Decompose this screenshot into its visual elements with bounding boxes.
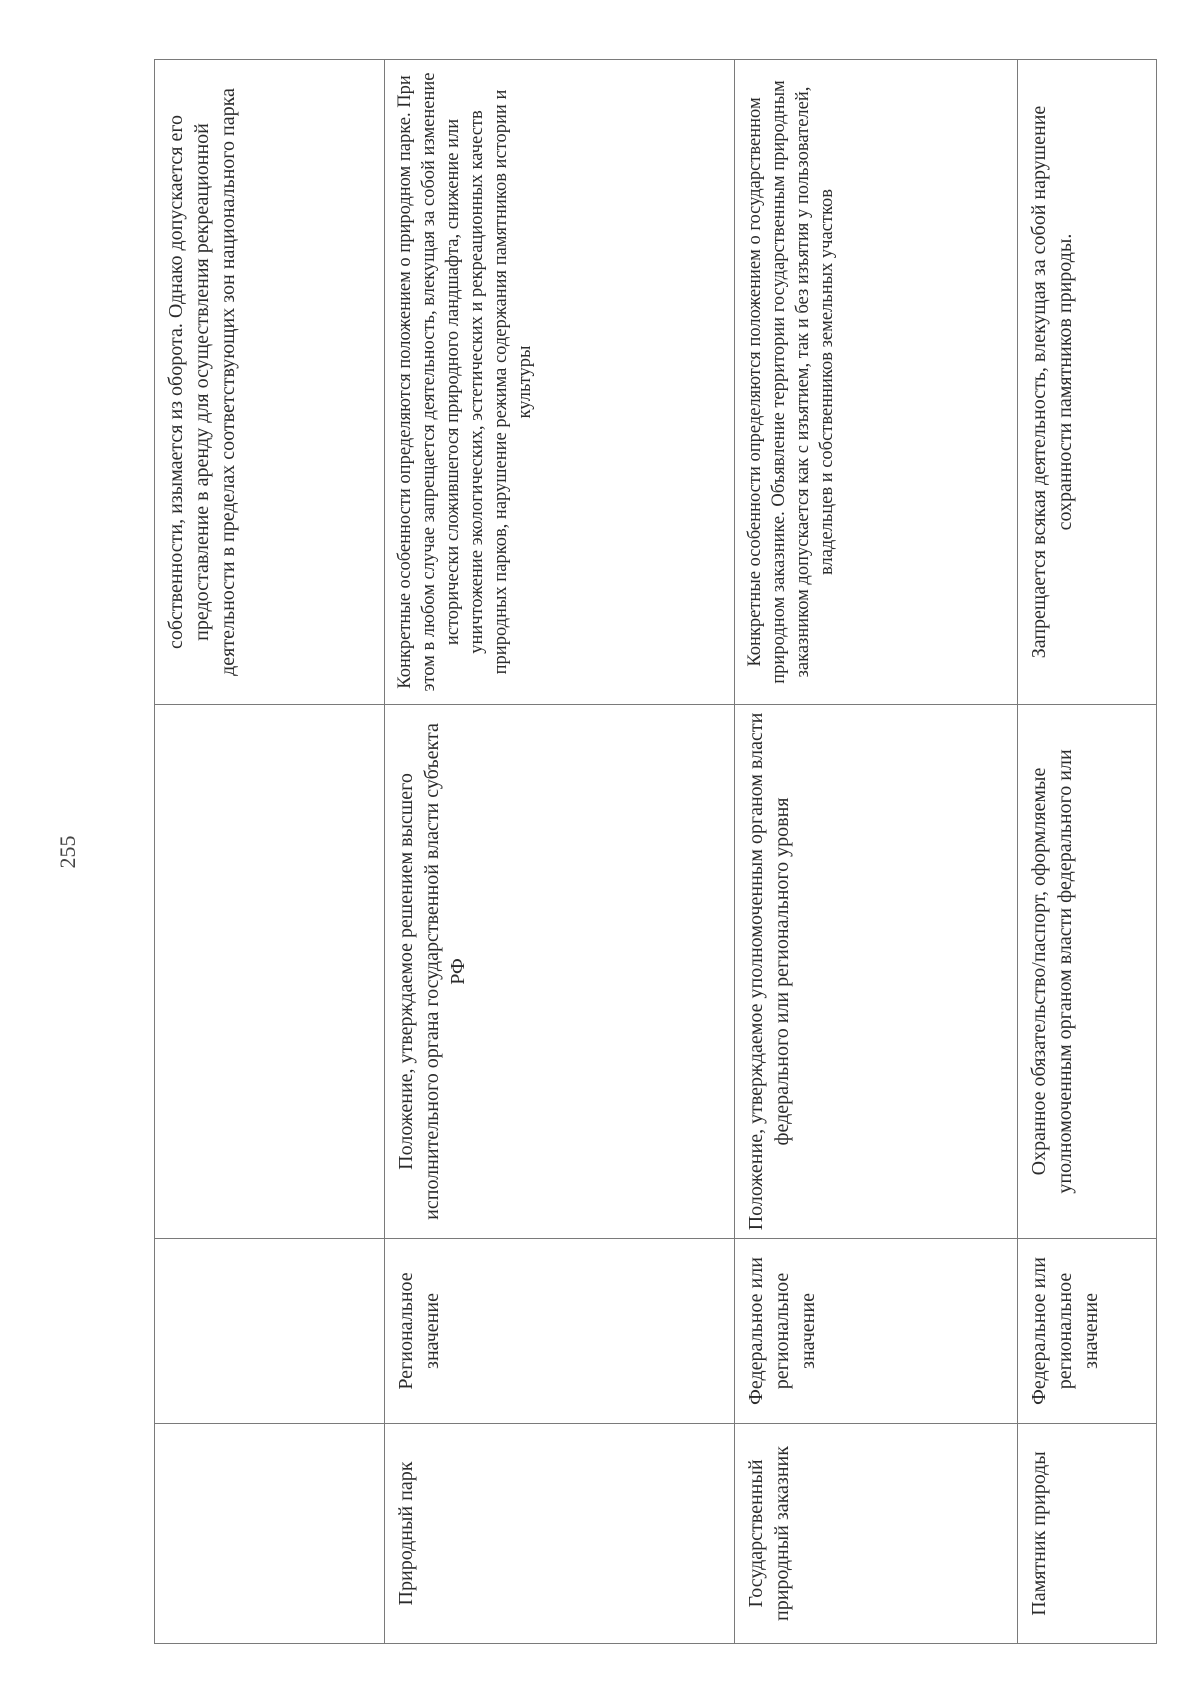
- cell-document: Положение, утверждаемое уполномоченным органом власти федерального или регионального уровня: [735, 705, 1018, 1239]
- cell-regime: Конкретные особенности определяются положением о государственном природном заказнике. Объявление территории государственным природным заказником допускается как с изъятием, так и без изъятия у пользователей, владельцев и собственников земельных участков: [735, 60, 1018, 705]
- cell-name: Государственный природный заказник: [735, 1424, 1018, 1644]
- cell-regime: Запрещается всякая деятельность, влекущая за собой нарушение сохранности памятников природы.: [1018, 60, 1157, 705]
- table-row-continuation: [155, 60, 385, 1644]
- table-row-nature-reserve: [735, 60, 1018, 1644]
- cell-document: [155, 705, 385, 1239]
- cell-significance: Федеральное или региональное значение: [735, 1239, 1018, 1424]
- cell-document: Охранное обязательство/паспорт, оформляемые уполномоченным органом власти федерального или: [1018, 705, 1157, 1239]
- table-row-natural-monument: [1018, 60, 1157, 1644]
- cell-regime: собственности, изымается из оборота. Однако допускается его предоставление в аренду для осуществления рекреационной деятельности в пределах соответствующих зон национального парка: [155, 60, 385, 705]
- cell-name: [155, 1424, 385, 1644]
- cell-name: Памятник природы: [1018, 1424, 1157, 1644]
- cell-significance: Региональное значение: [385, 1239, 735, 1424]
- protected-areas-table-wrapper: [154, 60, 1156, 1644]
- cell-document: Положение, утверждаемое решением высшего исполнительного органа государственной власти субъекта РФ: [385, 705, 735, 1239]
- protected-areas-table: [154, 59, 1157, 1644]
- table-row-nature-park: [385, 60, 735, 1644]
- page-number: 255: [55, 835, 80, 869]
- cell-name: Природный парк: [385, 1424, 735, 1644]
- cell-significance: [155, 1239, 385, 1424]
- cell-significance: Федеральное или региональное значение: [1018, 1239, 1157, 1424]
- cell-regime: Конкретные особенности определяются положением о природном парке. При этом в любом случае запрещается деятельность, влекущая за собой изменение исторически сложившегося природного ландшафта, снижение или уничтожение экологических, эстетических и рекреационных качеств природных парков, нарушение режима содержания памятников истории и культуры: [385, 60, 735, 705]
